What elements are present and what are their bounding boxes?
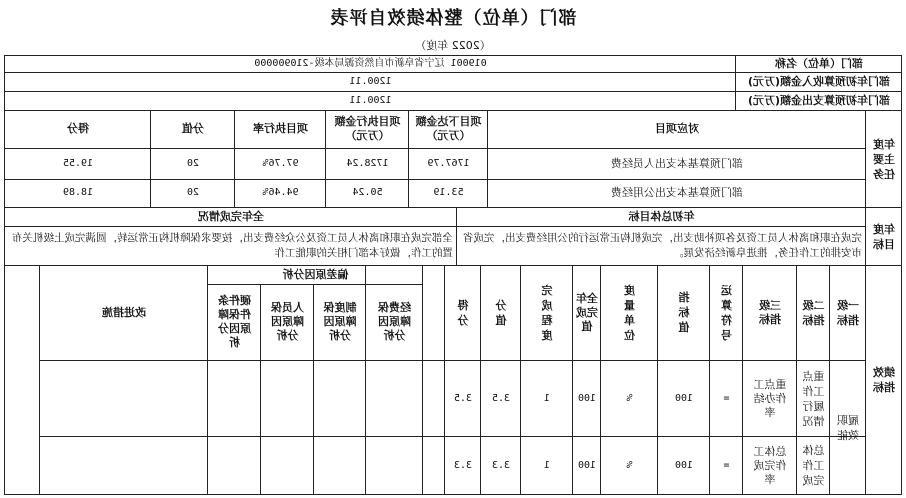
ind-row-level3: 重点工作办结率 [753, 377, 787, 419]
task-row-budget: 1767.79 [427, 157, 470, 169]
ind-header-dev-funding: 经费保障原因分析 [378, 301, 411, 342]
dept-name-label: 部门（单位）名称 [775, 56, 863, 70]
ind-row-degree: 1 [543, 392, 551, 404]
ind-header-dev-staff: 人员保障原因分析 [271, 301, 304, 342]
ind-row-unit: % [626, 459, 633, 471]
tasks-header-executed: 项目执行金额（万元） [334, 115, 401, 142]
ind-header-level3: 三级指标 [759, 298, 781, 326]
ind-row-degree: 1 [543, 459, 551, 471]
task-row-rate: 97.76% [262, 157, 299, 169]
ind-row-actual: 100 [577, 392, 597, 404]
page-title: 部门（单位）整体绩效自评表 [329, 8, 577, 29]
task-row-weight: 20 [186, 187, 200, 198]
income-label: 部门年初预算收入金额(万元) [747, 74, 891, 88]
ind-row-weight: 3.3 [491, 459, 511, 471]
ind-header-level2: 二级指标 [802, 298, 825, 327]
task-row-project: 部门预算基本支出人员经费 [611, 156, 743, 170]
task-row-score: 18.89 [62, 187, 94, 198]
ind-header-operator: 运算符号 [721, 283, 732, 342]
dept-name-value: 019001 辽宁省阜新市自然资源局本级-210900000 [254, 57, 487, 69]
ind-row-level2: 重点工作履行情况 [802, 369, 825, 428]
tasks-header-rate: 项目执行率 [253, 122, 308, 135]
task-row-executed: 1728.24 [346, 157, 389, 169]
ind-header-score: 得分 [457, 298, 469, 327]
ind-row-score: 3.5 [453, 392, 473, 404]
ind-row-operator: = [723, 459, 730, 471]
ind-row-target: 100 [674, 459, 694, 471]
ind-row-actual: 100 [577, 459, 597, 471]
task-row-budget: 53.19 [433, 187, 464, 198]
goals-completion-header: 全年完成情况 [198, 209, 264, 223]
tasks-header-score: 得分 [67, 122, 89, 135]
ind-header-target: 指标值 [678, 291, 690, 334]
goals-overall-text: 完成在职和离休人员工资及各项补助支出，完成机构正常运行的公用经费支出，完成省市安排的工作任务，推进阜新经济发展。 [463, 231, 862, 259]
ind-header-unit: 度量单位 [624, 283, 635, 342]
task-row-rate: 94.46% [262, 187, 299, 198]
tasks-section-label: 年度主要任务 [873, 138, 895, 181]
ind-row-target: 100 [674, 392, 694, 404]
ind-header-level1: 一级指标 [837, 298, 859, 327]
expense-label: 部门年初预算支出金额(万元) [747, 93, 891, 107]
ind-header-improvement: 改进措施 [102, 305, 146, 319]
task-row-project: 部门预算基本支出公用经费 [611, 186, 743, 199]
tasks-header-project: 对应项目 [655, 122, 699, 135]
indicators-section-label: 绩效指标 [873, 366, 895, 394]
expense-value: 1200.11 [349, 94, 392, 106]
goals-section-label: 年度目标 [873, 222, 895, 251]
ind-row-score: 3.3 [453, 459, 473, 471]
income-value: 1200.11 [349, 75, 392, 87]
ind-level1-value: 履职效能 [837, 413, 859, 442]
task-row-weight: 20 [186, 157, 200, 169]
grid-line [4, 494, 902, 495]
task-row-score: 19.55 [62, 157, 94, 169]
year-label: （2022 年度） [415, 39, 491, 52]
goals-completion-text: 全部完成在职和离休人员工资及公众经费支出，按要求保障机构正常运转，圆满完成上级机关布置的工作，做好本部门相关的职能工作 [12, 231, 453, 259]
task-row-executed: 50.24 [352, 187, 383, 198]
ind-row-level2: 总体工作完成 [802, 444, 825, 487]
tasks-header-budget: 项目下达金额（万元） [415, 115, 482, 142]
ind-header-actual: 全年完成值 [576, 291, 598, 333]
ind-header-degree: 完成程度 [541, 283, 553, 342]
ind-row-operator: = [723, 392, 730, 404]
ind-header-dev-hardware: 硬件条件保障原因分析 [218, 294, 251, 349]
goals-overall-header: 年初总体目标 [628, 209, 695, 223]
ind-row-weight: 3.5 [491, 392, 511, 404]
ind-row-level3: 总体工作完成率 [753, 444, 787, 486]
ind-header-dev-system: 制度保障原因分析 [323, 301, 357, 342]
ind-header-weight: 分值 [495, 298, 507, 327]
ind-row-unit: % [626, 392, 633, 404]
tasks-header-weight: 分值 [182, 122, 204, 135]
ind-header-deviation: 偏差原因分析 [282, 267, 349, 281]
grid-line [901, 55, 902, 495]
